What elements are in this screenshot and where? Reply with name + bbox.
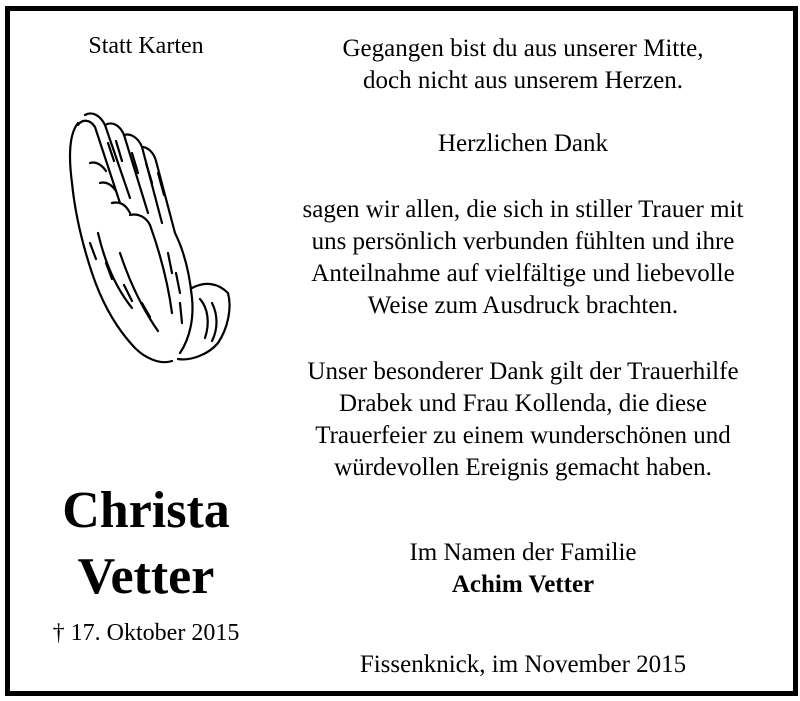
statt-karten-label: Statt Karten [88,33,204,59]
thanks-heading: Herzlichen Dank [437,130,609,157]
paragraph-line: uns persönlich verbunden fühlten und ihre [311,228,735,255]
paragraph-line: Unser besonderer Dank gilt der Trauerhilfe [307,358,739,385]
paragraph-line: Trauerfeier zu einem wunderschönen und [315,422,731,449]
verse-line: Gegangen bist du aus unserer Mitte, [342,35,704,62]
right-column [268,11,778,691]
left-column [10,11,282,691]
deceased-first-name: Christa [62,482,230,539]
date-of-death: † 17. Oktober 2015 [52,620,240,646]
paragraph-line: Drabek und Frau Kollenda, die diese [339,390,707,417]
deceased-last-name: Vetter [77,548,215,605]
paragraph-line: sagen wir allen, die sich in stiller Trauer mit [302,196,744,223]
place-date: Fissenknick, im November 2015 [359,651,687,678]
verse-line: doch nicht aus unserem Herzen. [362,67,684,94]
obituary-card [5,6,798,696]
on-behalf-line: Im Namen der Familie [409,539,637,566]
paragraph-line: Anteilnahme auf vielfältige und liebevolle [311,260,735,287]
praying-hands-icon [50,103,235,368]
paragraph-line: Weise zum Ausdruck brachten. [367,292,679,319]
signer-name: Achim Vetter [451,571,595,598]
paragraph-line: würdevollen Ereignis gemacht haben. [334,454,712,481]
